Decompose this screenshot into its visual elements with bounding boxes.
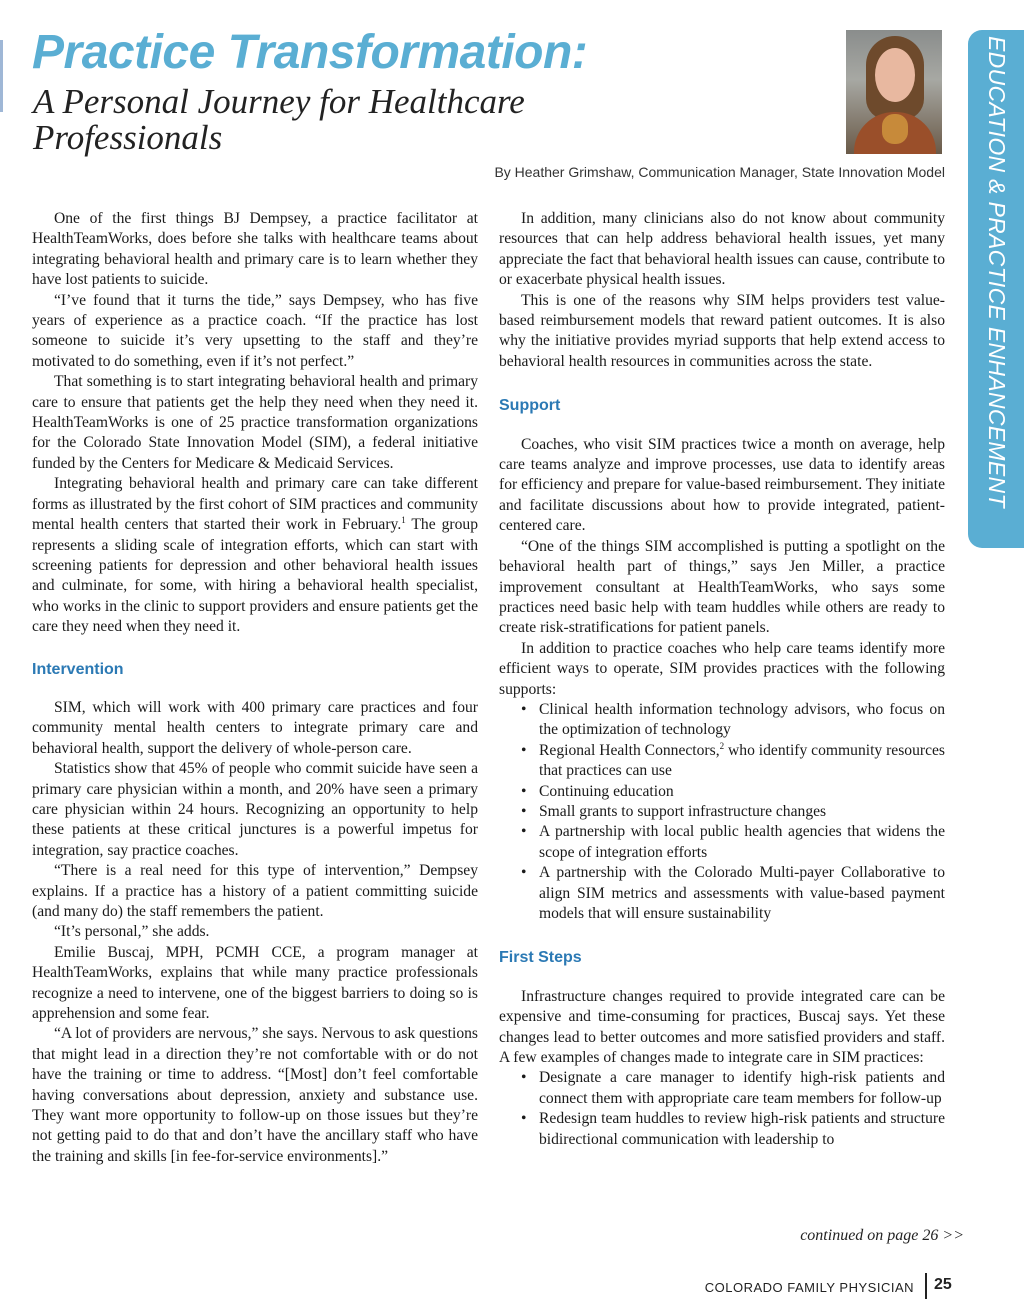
paragraph-text: Integrating behavioral health and primary care can take different forms as illustrated by the first cohort of SIM practices and community mental health centers that started their work in February.	[32, 475, 478, 534]
section-heading-first-steps: First Steps	[499, 949, 582, 967]
first-steps-list	[499, 1068, 945, 1150]
paragraph: In addition, many clinicians also do not know about community resources that can help address behavioral health issues, yet many appreciate the fact that behavioral health issues can cause, contribute to or exacerbate physical health issues.	[499, 210, 945, 289]
publication-name: COLORADO FAMILY PHYSICIAN	[704, 1280, 914, 1295]
paragraph	[32, 474, 478, 637]
section-tab-label: EDUCATION & PRACTICE ENHANCEMENT	[984, 36, 1010, 508]
author-portrait-icon	[846, 30, 942, 154]
list-item: • A partnership with the Colorado Multi-payer Collaborative to align SIM metrics and assessments with value-based payment models that will ensure sustainability	[539, 863, 945, 924]
continued-link[interactable]: continued on page 26 >>	[800, 1227, 964, 1244]
paragraph: “One of the things SIM accomplished is putting a spotlight on the behavioral health part of things,” says Jen Miller, a practice improvement consultant at HealthTeamWorks, who says some practices need basic help with team huddles while others are ready to create risk-stratifications for patient panels.	[499, 537, 945, 637]
page-number: 25	[934, 1276, 952, 1293]
paragraph: This is one of the reasons why SIM helps providers test value-based reimbursement models that reward patient outcomes. It is also why the initiative provides myriad supports that help extend access to behavioral health resources in communities across the state.	[499, 291, 945, 370]
paragraph: SIM, which will work with 400 primary care practices and four community mental health centers to integrate primary care and behavioral health, support the delivery of whole-person care.	[32, 698, 478, 757]
left-edge-accent	[0, 40, 3, 112]
paragraph: Infrastructure changes required to provide integrated care can be expensive and time-consuming for practices, Buscaj says. Yet these changes lead to better outcomes and more satisfied providers and staff. A few examples of changes made to integrate care in SIM practices:	[499, 987, 945, 1067]
list-item-text: who identify community resources that practices can use	[539, 741, 945, 780]
paragraph: “A lot of providers are nervous,” she says. Nervous to ask questions that might lead in a direction they’re not comfortable with or do not have the training or time to address. “[Most] don’t feel comfortable having conversations about depression, anxiety and substance use. They want more opportunity to follow-up on those issues but they’re not getting paid to do that and don’t have the ancillary staff who have the training and skills [in fee-for-service environments].”	[32, 1025, 478, 1165]
left-column	[32, 209, 478, 1167]
list-item: • Designate a care manager to identify high-risk patients and connect them with appropriate care team members for follow-up	[539, 1068, 945, 1109]
paragraph: One of the first things BJ Dempsey, a practice facilitator at HealthTeamWorks, does before she talks with healthcare teams about integrating behavioral health and primary care is to learn whether they have lost patients to suicide.	[32, 210, 478, 289]
section-heading-intervention: Intervention	[32, 660, 124, 678]
list-item: • Redesign team huddles to review high-risk patients and structure bidirectional communication with leadership to	[539, 1109, 945, 1150]
section-tab	[968, 30, 1024, 548]
list-item: • A partnership with local public health agencies that widens the scope of integration efforts	[539, 822, 945, 863]
article-title: Practice Transformation:	[32, 26, 588, 79]
paragraph: “It’s personal,” she adds.	[54, 923, 210, 941]
footnote-marker: 2	[719, 740, 725, 751]
paragraph: “There is a real need for this type of intervention,” Dempsey explains. If a practice has a history of a patient committing suicide (and many do) the staff remembers the patient.	[32, 862, 478, 920]
paragraph: Statistics show that 45% of people who commit suicide have seen a primary care physician within a month, and 20% have seen a primary care physician within 24 hours. Recognizing an opportunity to help these patients at these critical junctures is a powerful impetus for integration, say practice coaches.	[32, 760, 478, 859]
paragraph: Emilie Buscaj, MPH, PCMH CCE, a program manager at HealthTeamWorks, explains that while many practice professionals recognize a need to intervene, one of the biggest barriers to doing so is apprehension and some fear.	[32, 943, 478, 1023]
paragraph: That something is to start integrating behavioral health and primary care to ensure that patients get the help they need when they need it. HealthTeamWorks is one of 25 practice transformation organizations for the Colorado State Innovation Model (SIM), a federal initiative funded by the Centers for Medicare & Medicaid Services.	[32, 373, 478, 472]
list-item: • Clinical health information technology advisors, who focus on the optimization of technology	[539, 700, 945, 741]
section-heading-support: Support	[499, 397, 561, 415]
byline: By Heather Grimshaw, Communication Manager, State Innovation Model	[494, 164, 945, 180]
paragraph: Coaches, who visit SIM practices twice a month on average, help care teams analyze and improve processes, use data to identify areas for efficiency and prepare for value-based reimbursement. They initiate and facilitate discussions about how to provide integrated, patient-centered care.	[499, 435, 945, 535]
right-column	[499, 209, 945, 1150]
list-item: • Small grants to support infrastructure changes	[539, 802, 945, 822]
paragraph-text: The group represents a sliding scale of integration efforts, which can start with screening patients for depression and other behavioral health issues and culminate, for some, with hiring a behavioral health specialist, who works in the clinic to support providers and ensure patients get the care they need when they need it.	[32, 516, 478, 636]
paragraph: “I’ve found that it turns the tide,” says Dempsey, who has five years of experience as a practice coach. “If the practice has lost someone to suicide it’s very upsetting to the staff and they’re motivated to do something, even if it’s not perfect.”	[32, 291, 478, 370]
footnote-marker: 1	[401, 514, 406, 525]
footer-divider	[925, 1273, 927, 1299]
list-item	[539, 741, 945, 782]
paragraph: In addition to practice coaches who help care teams identify more efficient ways to operate, SIM provides practices with the following supports:	[499, 639, 945, 698]
list-item: • Continuing education	[539, 782, 945, 802]
list-item-text: Regional Health Connectors,	[539, 741, 720, 759]
article-subtitle: A Personal Journey for Healthcare Professionals	[33, 82, 525, 157]
supports-list	[499, 700, 945, 924]
